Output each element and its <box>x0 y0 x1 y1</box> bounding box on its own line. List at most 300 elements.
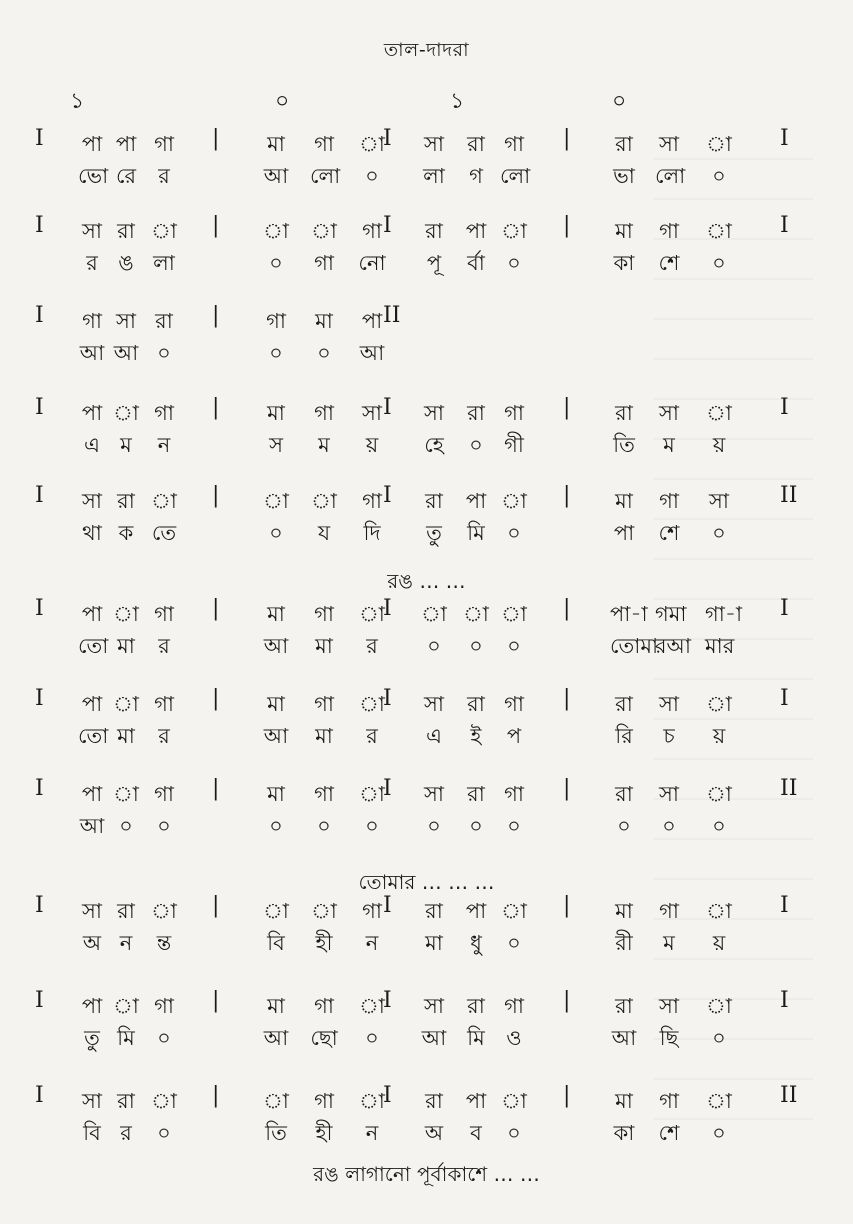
note: া <box>151 1089 177 1113</box>
lyric-syllable: আ <box>359 341 385 365</box>
note: গা <box>154 782 174 806</box>
notation-row <box>0 128 853 188</box>
note: সা <box>659 692 679 716</box>
lyric-syllable: তোমা <box>610 634 659 658</box>
lyric-syllable: তি <box>265 1121 287 1145</box>
lyric-syllable: তু <box>426 521 442 545</box>
lyric-syllable: তে <box>151 521 177 545</box>
notation-row <box>0 215 853 275</box>
lyric-syllable: ম <box>120 433 132 457</box>
lyric-syllable: ভা <box>613 164 635 188</box>
lyric-syllable: হী <box>315 1121 333 1145</box>
bar-line: I <box>35 303 44 328</box>
note: রা <box>615 132 633 156</box>
note: রা <box>467 782 485 806</box>
lyric-syllable: ০ <box>427 814 441 838</box>
note: গা <box>362 219 382 243</box>
note: া <box>421 602 447 626</box>
note: গা <box>504 782 524 806</box>
notation-row <box>0 1085 853 1145</box>
lyric-syllable: নো <box>358 251 386 275</box>
lyric-line <box>0 429 853 459</box>
note: সা <box>82 1089 102 1113</box>
note: া <box>263 489 289 513</box>
lyric-syllable: গা <box>314 251 334 275</box>
note: গা <box>314 132 334 156</box>
lyric-syllable: পূ <box>426 251 442 275</box>
note: া <box>113 692 139 716</box>
note: মা <box>267 602 285 626</box>
lyric-syllable: ০ <box>617 814 631 838</box>
note: া <box>359 782 385 806</box>
note: রা <box>155 309 173 333</box>
lyric-syllable: গ <box>469 164 483 188</box>
lyric-syllable: কা <box>613 251 635 275</box>
bar-line: | <box>563 596 571 621</box>
note: সা <box>362 401 382 425</box>
note: সা <box>659 132 679 156</box>
lyric-syllable: ০ <box>507 521 521 545</box>
note: া <box>501 1089 527 1113</box>
lyric-syllable: ০ <box>507 634 521 658</box>
note: সা <box>424 401 444 425</box>
note: া <box>263 899 289 923</box>
bar-line: I <box>383 776 392 801</box>
lyric-syllable: ০ <box>469 433 483 457</box>
lyric-syllable: ০ <box>469 634 483 658</box>
lyric-syllable: ০ <box>712 814 726 838</box>
lyric-syllable: ০ <box>712 1026 726 1050</box>
notation-row <box>0 397 853 457</box>
note: গা <box>504 692 524 716</box>
note: সা <box>659 782 679 806</box>
lyric-syllable: র্বা <box>467 251 485 275</box>
lyric-syllable: কা <box>613 1121 635 1145</box>
note: গা <box>82 309 102 333</box>
lyric-syllable: ০ <box>157 814 171 838</box>
note: গা <box>154 602 174 626</box>
note: গমা <box>655 602 687 626</box>
note: গা <box>154 401 174 425</box>
note: গা <box>504 132 524 156</box>
note: মা <box>615 219 633 243</box>
section-caption: রঙ লাগানো পূর্বাকাশে … … <box>313 1162 540 1186</box>
lyric-syllable: অ <box>424 1121 444 1145</box>
lyric-syllable: মি <box>467 521 485 545</box>
note-line <box>0 485 853 515</box>
note: া <box>463 602 489 626</box>
lyric-syllable: আ <box>263 164 289 188</box>
note: া <box>706 692 732 716</box>
lyric-syllable: ০ <box>662 814 676 838</box>
bar-line: I <box>35 776 44 801</box>
lyric-syllable: গী <box>504 433 524 457</box>
lyric-syllable: ম <box>663 931 675 955</box>
lyric-syllable: র <box>86 251 98 275</box>
lyric-syllable: রী <box>615 931 633 955</box>
lyric-syllable: ০ <box>119 814 133 838</box>
lyric-syllable: র <box>120 1121 132 1145</box>
bar-line: II <box>780 776 798 801</box>
lyric-syllable: শে <box>658 521 680 545</box>
note: া <box>151 489 177 513</box>
lyric-syllable: ভো <box>78 164 109 188</box>
lyric-syllable: বি <box>267 931 285 955</box>
note: া <box>501 899 527 923</box>
note: া <box>311 899 337 923</box>
lyric-syllable: ই <box>470 724 482 748</box>
note: া <box>706 401 732 425</box>
bar-line: | <box>212 596 220 621</box>
note: রা <box>117 219 135 243</box>
lyric-syllable: আ <box>611 1026 637 1050</box>
lyric-syllable: ক <box>118 521 134 545</box>
note: া <box>151 219 177 243</box>
lyric-syllable: শে <box>658 1121 680 1145</box>
note: রা <box>467 132 485 156</box>
lyric-line <box>0 160 853 190</box>
lyric-line <box>0 337 853 367</box>
bar-line: | <box>212 213 220 238</box>
bar-line: I <box>35 988 44 1013</box>
lyric-syllable: ম <box>318 433 330 457</box>
note: া <box>151 899 177 923</box>
lyric-syllable: মা <box>425 931 443 955</box>
lyric-syllable: ০ <box>427 634 441 658</box>
bar-line: I <box>780 893 789 918</box>
lyric-syllable: লো <box>655 164 686 188</box>
lyric-syllable: র <box>158 164 170 188</box>
lyric-syllable: য় <box>365 433 379 457</box>
bar-line: I <box>383 126 392 151</box>
bar-line: | <box>563 213 571 238</box>
note: পা-া <box>610 602 648 626</box>
lyric-syllable: আ <box>263 724 289 748</box>
note: পা <box>81 994 103 1018</box>
lyric-syllable: মা <box>117 724 135 748</box>
note: গা <box>659 1089 679 1113</box>
note: রা <box>467 401 485 425</box>
note: া <box>113 994 139 1018</box>
note: া <box>263 219 289 243</box>
lyric-syllable: লো <box>310 164 341 188</box>
note-line <box>0 397 853 427</box>
note: রা <box>425 489 443 513</box>
bar-line: II <box>383 303 401 328</box>
lyric-line <box>0 1117 853 1147</box>
lyric-syllable: পা <box>613 521 635 545</box>
note: পা <box>81 602 103 626</box>
lyric-line <box>0 810 853 840</box>
lyric-syllable: শে <box>658 251 680 275</box>
note: রা <box>117 899 135 923</box>
note: গা <box>314 782 334 806</box>
note: গা <box>659 489 679 513</box>
lyric-syllable: মা <box>315 634 333 658</box>
note: গা <box>314 602 334 626</box>
note: া <box>706 994 732 1018</box>
note: গা <box>314 692 334 716</box>
lyric-syllable: হী <box>315 931 333 955</box>
note: পা <box>81 132 103 156</box>
note: গা <box>154 692 174 716</box>
bar-line: I <box>35 395 44 420</box>
note: সা <box>424 692 444 716</box>
lyric-syllable: য <box>317 521 331 545</box>
note: সা <box>82 219 102 243</box>
lyric-syllable: ০ <box>712 1121 726 1145</box>
lyric-syllable: ন <box>365 931 379 955</box>
lyric-syllable: মি <box>117 1026 135 1050</box>
notation-row <box>0 688 853 748</box>
note: রা <box>425 899 443 923</box>
lyric-syllable: ০ <box>507 814 521 838</box>
note: পা <box>465 1089 487 1113</box>
lyric-syllable: ০ <box>712 164 726 188</box>
lyric-syllable: চ <box>663 724 675 748</box>
note: রা <box>615 401 633 425</box>
section-caption: তোমার … … … <box>358 870 495 894</box>
note: মা <box>615 489 633 513</box>
note: গা <box>362 899 382 923</box>
bar-line: | <box>563 893 571 918</box>
lyric-syllable: র <box>366 724 378 748</box>
lyric-line <box>0 927 853 957</box>
bar-line: I <box>383 893 392 918</box>
note: পা <box>81 401 103 425</box>
lyric-syllable: ০ <box>507 931 521 955</box>
lyric-syllable: ০ <box>157 1026 171 1050</box>
note: রা <box>467 994 485 1018</box>
lyric-syllable: লো <box>500 164 531 188</box>
bar-line: I <box>383 213 392 238</box>
lyric-syllable: ০ <box>365 164 379 188</box>
note: মা <box>267 994 285 1018</box>
lyric-syllable: বি <box>83 1121 101 1145</box>
lyric-syllable: ০ <box>365 1026 379 1050</box>
section-caption: রঙ … … <box>387 569 466 593</box>
note: গা <box>659 899 679 923</box>
lyric-syllable: আ <box>263 634 289 658</box>
note: মা <box>267 692 285 716</box>
bar-line: | <box>212 395 220 420</box>
bar-line: | <box>563 126 571 151</box>
note: গা <box>659 219 679 243</box>
note-line <box>0 990 853 1020</box>
note: পা <box>81 692 103 716</box>
lyric-syllable: ০ <box>712 521 726 545</box>
lyric-syllable: ০ <box>269 341 283 365</box>
lyric-syllable: স <box>269 433 283 457</box>
lyric-syllable: ০ <box>269 814 283 838</box>
bar-line: II <box>780 1083 798 1108</box>
bar-line: I <box>35 1083 44 1108</box>
bar-line: I <box>35 893 44 918</box>
bar-line: I <box>383 395 392 420</box>
lyric-syllable: মি <box>467 1026 485 1050</box>
note: রা <box>615 994 633 1018</box>
notation-row <box>0 778 853 838</box>
note: গা <box>504 994 524 1018</box>
note: পা <box>361 309 383 333</box>
note: া <box>311 219 337 243</box>
note: সা <box>424 132 444 156</box>
note: গা <box>154 132 174 156</box>
lyric-syllable: ব <box>470 1121 482 1145</box>
lyric-syllable: ন <box>365 1121 379 1145</box>
note: রা <box>425 1089 443 1113</box>
lyric-syllable: লা <box>153 251 175 275</box>
tal-mark: ০ <box>275 89 290 114</box>
note: া <box>113 602 139 626</box>
bar-line: I <box>780 686 789 711</box>
lyric-syllable: এ <box>84 433 100 457</box>
lyric-line <box>0 720 853 750</box>
note: গা <box>314 401 334 425</box>
page-title: তাল-দাদরা <box>383 39 470 61</box>
lyric-syllable: ছো <box>310 1026 338 1050</box>
lyric-syllable: য় <box>712 931 726 955</box>
note: গা <box>266 309 286 333</box>
bar-line: I <box>780 213 789 238</box>
lyric-syllable: আ <box>79 814 105 838</box>
lyric-syllable: ম <box>663 433 675 457</box>
lyric-syllable: মা <box>315 724 333 748</box>
note: রা <box>425 219 443 243</box>
note: া <box>113 401 139 425</box>
lyric-syllable: র <box>158 634 170 658</box>
lyric-syllable: আ <box>113 341 139 365</box>
lyric-syllable: হে <box>424 433 444 457</box>
note: া <box>359 692 385 716</box>
notation-row <box>0 895 853 955</box>
lyric-syllable: মা <box>117 634 135 658</box>
lyric-syllable: ছি <box>659 1026 679 1050</box>
bar-line: | <box>212 776 220 801</box>
note: রা <box>117 1089 135 1113</box>
note: মা <box>267 132 285 156</box>
note: া <box>359 994 385 1018</box>
bar-line: | <box>563 395 571 420</box>
note: গা <box>314 994 334 1018</box>
note-line <box>0 778 853 808</box>
lyric-syllable: দি <box>363 521 381 545</box>
note: সা <box>424 994 444 1018</box>
bar-line: I <box>383 1083 392 1108</box>
lyric-syllable: আ <box>79 341 105 365</box>
notation-row <box>0 305 853 365</box>
lyric-syllable: ০ <box>507 1121 521 1145</box>
bar-line: I <box>35 483 44 508</box>
bar-line: I <box>780 988 789 1013</box>
note: সা <box>116 309 136 333</box>
lyric-syllable: ০ <box>317 814 331 838</box>
note: পা <box>81 782 103 806</box>
lyric-syllable: ০ <box>469 814 483 838</box>
note: া <box>706 1089 732 1113</box>
note: রা <box>467 692 485 716</box>
note: া <box>706 132 732 156</box>
note: পা <box>115 132 137 156</box>
notation-row <box>0 598 853 658</box>
lyric-syllable: তি <box>613 433 635 457</box>
bar-line: | <box>563 686 571 711</box>
note: পা <box>465 899 487 923</box>
lyric-syllable: এ <box>426 724 442 748</box>
note: া <box>501 602 527 626</box>
note: গা <box>314 1089 334 1113</box>
note: মা <box>315 309 333 333</box>
lyric-syllable: তু <box>84 1026 100 1050</box>
lyric-syllable: ০ <box>157 341 171 365</box>
note: সা <box>82 489 102 513</box>
lyric-syllable: ন <box>157 433 171 457</box>
note: রা <box>117 489 135 513</box>
bar-line: I <box>780 596 789 621</box>
note-line <box>0 128 853 158</box>
lyric-line <box>0 1022 853 1052</box>
lyric-line <box>0 630 853 660</box>
lyric-syllable: ০ <box>712 251 726 275</box>
note: া <box>263 1089 289 1113</box>
lyric-syllable: রে <box>115 164 137 188</box>
lyric-syllable: ন্ত <box>156 931 172 955</box>
bar-line: I <box>35 686 44 711</box>
note: মা <box>267 401 285 425</box>
note: া <box>706 219 732 243</box>
note: পা <box>465 219 487 243</box>
note: মা <box>615 1089 633 1113</box>
lyric-syllable: রি <box>615 724 633 748</box>
note: া <box>359 1089 385 1113</box>
bar-line: I <box>383 596 392 621</box>
lyric-syllable: ০ <box>365 814 379 838</box>
lyric-syllable: য় <box>712 433 726 457</box>
note: সা <box>424 782 444 806</box>
bar-line: I <box>780 395 789 420</box>
lyric-syllable: আ <box>421 1026 447 1050</box>
note: া <box>113 782 139 806</box>
bar-line: II <box>780 483 798 508</box>
tal-mark: ০ <box>612 89 627 114</box>
lyric-syllable: য় <box>712 724 726 748</box>
note: া <box>706 782 732 806</box>
lyric-syllable: রআ <box>655 634 692 658</box>
bar-line: I <box>383 686 392 711</box>
bar-line: I <box>35 213 44 238</box>
lyric-syllable: তো <box>78 634 109 658</box>
note: রা <box>615 692 633 716</box>
bar-line: | <box>212 126 220 151</box>
lyric-syllable: ০ <box>157 1121 171 1145</box>
note: া <box>501 489 527 513</box>
lyric-syllable: ০ <box>269 521 283 545</box>
bar-line: | <box>212 988 220 1013</box>
note-line <box>0 1085 853 1115</box>
note-line <box>0 598 853 628</box>
note: পা <box>465 489 487 513</box>
tal-marks <box>0 84 853 112</box>
notation-row <box>0 485 853 545</box>
lyric-syllable: ০ <box>317 341 331 365</box>
lyric-syllable: অ <box>82 931 102 955</box>
note: রা <box>615 782 633 806</box>
bar-line: | <box>563 1083 571 1108</box>
note-line <box>0 688 853 718</box>
lyric-syllable: ঙ <box>118 251 134 275</box>
lyric-syllable: থা <box>82 521 102 545</box>
note: গা-া <box>705 602 743 626</box>
